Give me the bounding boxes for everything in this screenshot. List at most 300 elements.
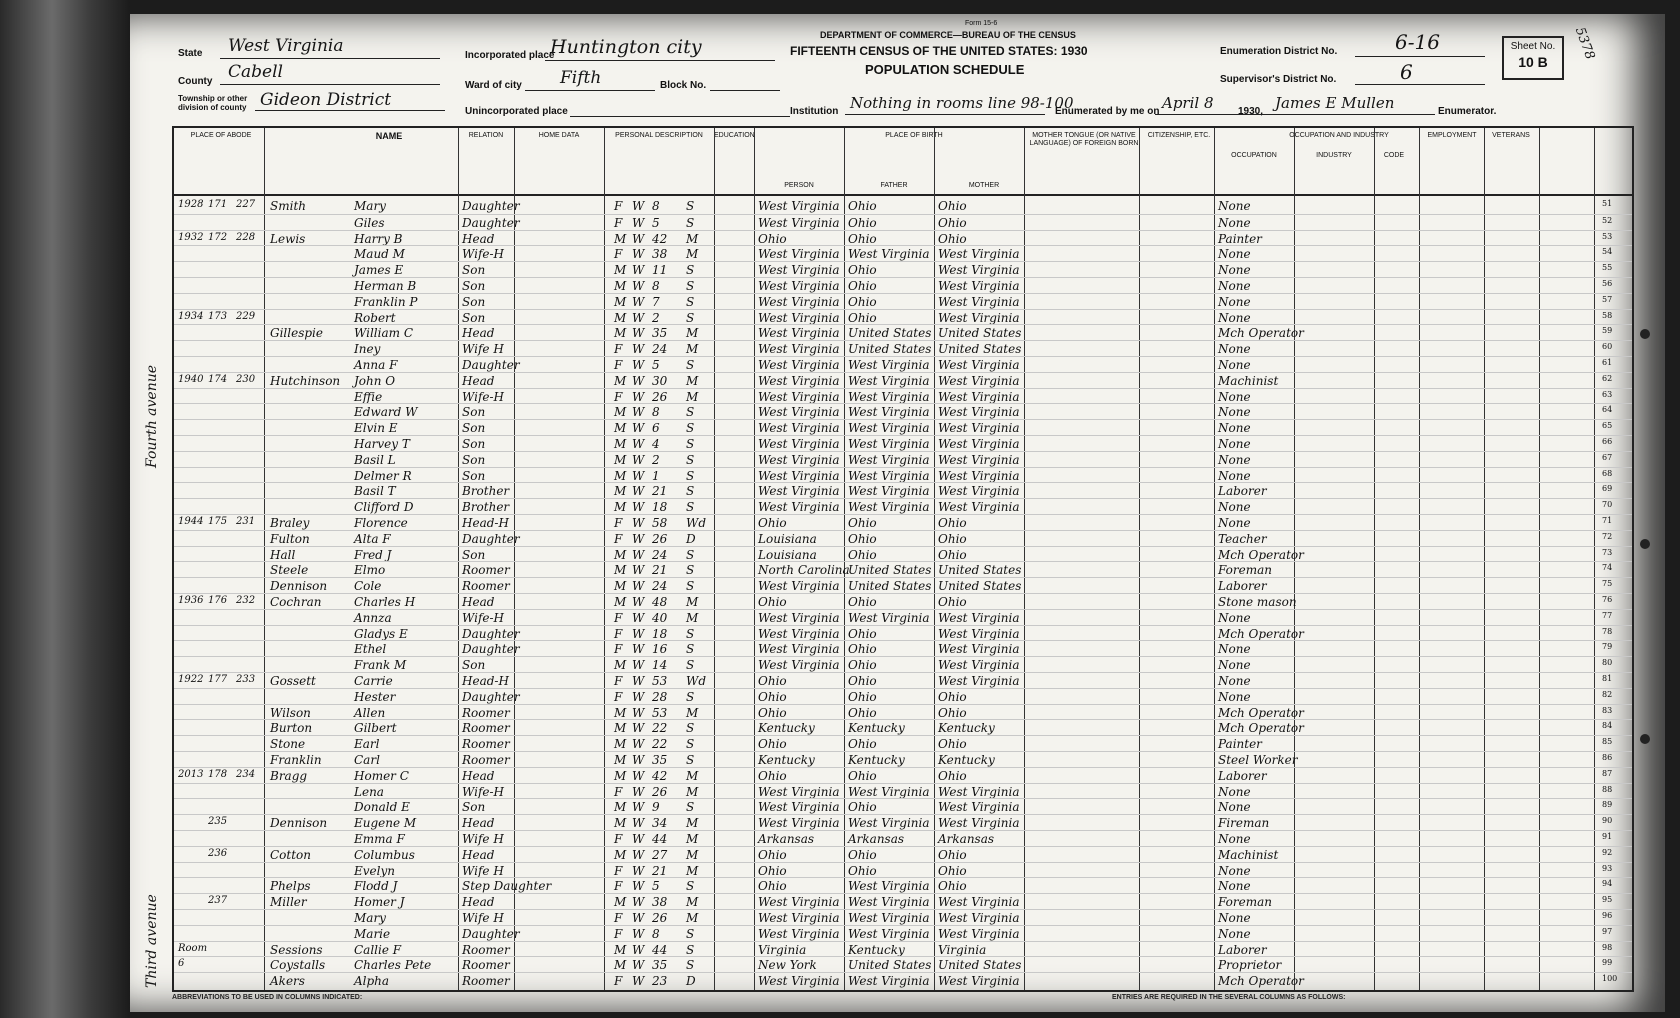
cell-marital: M bbox=[686, 705, 699, 720]
cell-race: W bbox=[632, 373, 645, 388]
cell-sex: M bbox=[614, 547, 627, 562]
cell-race: W bbox=[632, 263, 645, 278]
cell-given: Homer C bbox=[354, 768, 409, 783]
cell-mother: West Virginia bbox=[938, 263, 1020, 278]
cell-father: West Virginia bbox=[848, 437, 930, 451]
cell-occupation: Laborer bbox=[1218, 484, 1267, 499]
cell-race: W bbox=[632, 832, 645, 846]
cell-age: 38 bbox=[652, 247, 668, 262]
cell-surname: Cochran bbox=[270, 595, 322, 609]
cell-relation: Head bbox=[462, 895, 495, 910]
cell-marital: S bbox=[686, 484, 695, 499]
cell-surname: Steele bbox=[270, 563, 309, 578]
table-row bbox=[174, 261, 1632, 278]
table-row bbox=[174, 862, 1632, 879]
incorporated-value: Huntington city bbox=[550, 36, 702, 58]
cell-given: Giles bbox=[354, 215, 385, 230]
cell-age: 48 bbox=[652, 595, 668, 609]
cell-mother: West Virginia bbox=[938, 658, 1020, 673]
cell-dwelling: 175 bbox=[208, 516, 228, 527]
cell-relation: Daughter bbox=[462, 689, 520, 704]
cell-race: W bbox=[632, 942, 645, 957]
cell-marital: M bbox=[686, 610, 699, 625]
cell-sex: F bbox=[614, 674, 623, 688]
cell-father: Ohio bbox=[848, 737, 877, 752]
cell-relation: Roomer bbox=[462, 974, 510, 989]
cell-given: William C bbox=[354, 326, 414, 341]
cell-family: 228 bbox=[236, 231, 256, 243]
cell-birth: West Virginia bbox=[758, 974, 840, 989]
cell-father: West Virginia bbox=[848, 484, 930, 499]
cell-relation: Head-H bbox=[462, 516, 509, 530]
cell-sex: F bbox=[614, 863, 623, 878]
line-number: 67 bbox=[1602, 452, 1613, 462]
cell-birth: West Virginia bbox=[758, 373, 840, 388]
cell-sex: M bbox=[614, 816, 627, 831]
cell-race: W bbox=[632, 500, 645, 515]
cell-occupation: None bbox=[1218, 911, 1251, 925]
supervisor-value: 6 bbox=[1400, 60, 1413, 84]
cell-given: Iney bbox=[354, 342, 381, 357]
cell-birth: Louisiana bbox=[758, 547, 817, 562]
cell-sex: M bbox=[614, 452, 627, 467]
line-number: 90 bbox=[1602, 816, 1613, 826]
cell-sex: M bbox=[614, 279, 627, 293]
cell-occupation: None bbox=[1218, 452, 1251, 467]
census-title: FIFTEENTH CENSUS OF THE UNITED STATES: 1930 bbox=[790, 44, 1088, 58]
cell-relation: Wife-H bbox=[462, 389, 505, 404]
county-value: Cabell bbox=[228, 62, 283, 82]
cell-relation: Son bbox=[462, 468, 486, 483]
cell-occupation: Laborer bbox=[1218, 768, 1267, 783]
cell-occupation: None bbox=[1218, 310, 1251, 325]
cell-given: Mary bbox=[354, 199, 386, 213]
table-row bbox=[174, 877, 1632, 894]
cell-age: 21 bbox=[652, 863, 668, 878]
enumerated-date: April 8 bbox=[1162, 94, 1214, 112]
cell-sex: F bbox=[614, 247, 623, 262]
cell-marital: S bbox=[686, 199, 695, 213]
line-number: 59 bbox=[1602, 326, 1613, 336]
cell-marital: S bbox=[686, 294, 695, 309]
cell-marital: S bbox=[686, 421, 695, 436]
cell-sex: M bbox=[614, 847, 627, 862]
table-row bbox=[174, 467, 1632, 484]
cell-dwelling: 171 bbox=[208, 199, 228, 210]
cell-given: Emma F bbox=[354, 832, 405, 846]
table-row bbox=[174, 909, 1632, 926]
table-row bbox=[174, 672, 1632, 689]
cell-sex: M bbox=[614, 563, 627, 578]
township-line bbox=[255, 110, 445, 111]
cell-sex: F bbox=[614, 926, 623, 941]
state-label: State bbox=[178, 48, 203, 59]
cell-race: W bbox=[632, 721, 645, 736]
cell-house: 1934 bbox=[178, 310, 204, 322]
cell-sex: M bbox=[614, 500, 627, 515]
cell-given: Mary bbox=[354, 911, 386, 925]
cell-race: W bbox=[632, 516, 645, 530]
cell-occupation: None bbox=[1218, 294, 1251, 309]
cell-occupation: Mch Operator bbox=[1218, 326, 1304, 341]
cell-occupation: None bbox=[1218, 879, 1251, 894]
cell-age: 21 bbox=[652, 563, 668, 578]
cell-sex: F bbox=[614, 832, 623, 846]
cell-race: W bbox=[632, 974, 645, 989]
cell-relation: Head bbox=[462, 231, 495, 246]
cell-mother: West Virginia bbox=[938, 642, 1020, 657]
cell-occupation: Fireman bbox=[1218, 816, 1270, 831]
cell-marital: D bbox=[686, 974, 696, 989]
cell-marital: S bbox=[686, 579, 695, 594]
table-row bbox=[174, 767, 1632, 784]
cell-occupation: None bbox=[1218, 247, 1251, 262]
cell-sex: M bbox=[614, 721, 627, 736]
cell-birth: West Virginia bbox=[758, 279, 840, 293]
cell-surname: Dennison bbox=[270, 579, 328, 594]
cell-sex: M bbox=[614, 768, 627, 783]
cell-relation: Wife-H bbox=[462, 610, 505, 625]
footer-abbrev: ABBREVIATIONS TO BE USED IN COLUMNS INDICATED: bbox=[172, 994, 363, 1001]
ward-label: Ward of city bbox=[465, 80, 522, 91]
cell-marital: S bbox=[686, 263, 695, 278]
cell-relation: Wife-H bbox=[462, 784, 505, 799]
cell-given: Charles H bbox=[354, 595, 416, 609]
cell-age: 1 bbox=[652, 468, 660, 483]
cell-mother: West Virginia bbox=[938, 816, 1020, 831]
cell-given: Clifford D bbox=[354, 500, 414, 515]
cell-mother: West Virginia bbox=[938, 358, 1020, 372]
cell-marital: M bbox=[686, 373, 699, 388]
cell-mother: West Virginia bbox=[938, 484, 1020, 499]
cell-given: Florence bbox=[354, 516, 408, 530]
cell-relation: Son bbox=[462, 279, 486, 293]
cell-surname: Fulton bbox=[270, 531, 310, 546]
cell-age: 5 bbox=[652, 879, 660, 894]
cell-occupation: None bbox=[1218, 832, 1251, 846]
cell-mother: Ohio bbox=[938, 689, 967, 704]
binding-hole bbox=[1640, 539, 1650, 549]
cell-occupation: Foreman bbox=[1218, 895, 1272, 910]
cell-birth: Virginia bbox=[758, 942, 807, 957]
col-place-of-birth: PLACE OF BIRTH bbox=[885, 132, 943, 139]
cell-relation: Brother bbox=[462, 484, 510, 499]
cell-house: 6 bbox=[178, 958, 185, 970]
cell-birth: Ohio bbox=[758, 768, 787, 783]
table-row bbox=[174, 198, 1632, 214]
line-number: 79 bbox=[1602, 642, 1613, 652]
cell-occupation: Mch Operator bbox=[1218, 705, 1304, 720]
cell-sex: M bbox=[614, 753, 627, 767]
supervisor-line bbox=[1355, 84, 1485, 85]
cell-mother: West Virginia bbox=[938, 895, 1020, 910]
cell-sex: F bbox=[614, 516, 623, 530]
cell-age: 7 bbox=[652, 294, 660, 309]
state-value: West Virginia bbox=[228, 36, 344, 56]
cell-mother: Ohio bbox=[938, 737, 967, 752]
county-line bbox=[220, 84, 440, 85]
cell-marital: S bbox=[686, 405, 695, 420]
cell-surname: Dennison bbox=[270, 816, 328, 831]
cell-mother: West Virginia bbox=[938, 468, 1020, 483]
cell-mother: Ohio bbox=[938, 705, 967, 720]
line-number: 100 bbox=[1602, 974, 1618, 984]
cell-given: Columbus bbox=[354, 847, 415, 862]
cell-race: W bbox=[632, 863, 645, 878]
cell-race: W bbox=[632, 547, 645, 562]
cell-race: W bbox=[632, 626, 645, 641]
cell-mother: West Virginia bbox=[938, 389, 1020, 404]
cell-house: 1940 bbox=[178, 373, 204, 385]
enum-district-value: 6-16 bbox=[1395, 30, 1440, 54]
cell-birth: West Virginia bbox=[758, 389, 840, 404]
table-row bbox=[174, 293, 1632, 310]
cell-given: Basil L bbox=[354, 452, 396, 467]
table-row bbox=[174, 324, 1632, 341]
line-number: 63 bbox=[1602, 389, 1613, 399]
cell-age: 21 bbox=[652, 484, 668, 499]
line-number: 75 bbox=[1602, 579, 1613, 589]
cell-race: W bbox=[632, 389, 645, 404]
cell-surname: Phelps bbox=[270, 879, 311, 894]
cell-father: Ohio bbox=[848, 800, 877, 815]
cell-surname: Burton bbox=[270, 721, 313, 736]
line-number: 93 bbox=[1602, 863, 1613, 873]
cell-given: Robert bbox=[354, 310, 396, 325]
cell-father: United States bbox=[848, 342, 932, 357]
cell-surname: Lewis bbox=[270, 231, 306, 246]
cell-marital: S bbox=[686, 926, 695, 941]
sheet-number-box bbox=[1502, 36, 1564, 80]
table-row bbox=[174, 230, 1632, 247]
cell-given: Elvin E bbox=[354, 421, 398, 436]
cell-mother: West Virginia bbox=[938, 974, 1020, 989]
line-number: 86 bbox=[1602, 753, 1613, 762]
cell-marital: M bbox=[686, 389, 699, 404]
table-row bbox=[174, 941, 1632, 958]
cell-given: Evelyn bbox=[354, 863, 395, 878]
cell-age: 35 bbox=[652, 753, 668, 767]
cell-birth: West Virginia bbox=[758, 405, 840, 420]
cell-relation: Son bbox=[462, 658, 486, 673]
cell-occupation: Teacher bbox=[1218, 531, 1267, 546]
line-number: 96 bbox=[1602, 911, 1613, 920]
cell-father: Ohio bbox=[848, 847, 877, 862]
cell-age: 26 bbox=[652, 389, 668, 404]
cell-age: 27 bbox=[652, 847, 668, 862]
cell-given: Franklin P bbox=[354, 294, 418, 309]
cell-family: 234 bbox=[236, 768, 256, 780]
cell-race: W bbox=[632, 800, 645, 815]
cell-family: 231 bbox=[236, 516, 256, 527]
cell-age: 26 bbox=[652, 531, 668, 546]
col-father: FATHER bbox=[880, 182, 908, 189]
cell-surname: Gillespie bbox=[270, 326, 323, 341]
cell-given: Carl bbox=[354, 753, 380, 767]
cell-marital: M bbox=[686, 847, 699, 862]
scan-edge-shadow bbox=[0, 0, 130, 1018]
cell-relation: Wife H bbox=[462, 863, 504, 878]
cell-birth: Ohio bbox=[758, 231, 787, 246]
cell-marital: M bbox=[686, 911, 699, 925]
table-row bbox=[174, 719, 1632, 736]
cell-marital: S bbox=[686, 721, 695, 736]
cell-mother: West Virginia bbox=[938, 626, 1020, 641]
cell-surname: Hutchinson bbox=[270, 373, 341, 388]
cell-given: Gladys E bbox=[354, 626, 408, 641]
line-number: 89 bbox=[1602, 800, 1613, 810]
col-home-data: HOME DATA bbox=[538, 132, 580, 139]
cell-occupation: None bbox=[1218, 658, 1251, 673]
cell-house: 1928 bbox=[178, 199, 204, 210]
cell-marital: S bbox=[686, 689, 695, 704]
line-number: 51 bbox=[1602, 199, 1613, 208]
cell-given: Maud M bbox=[354, 247, 405, 262]
cell-mother: West Virginia bbox=[938, 405, 1020, 420]
cell-relation: Head bbox=[462, 373, 495, 388]
cell-birth: North Carolina bbox=[758, 563, 850, 578]
enumerated-year: 1930, bbox=[1238, 106, 1264, 117]
cell-mother: Ohio bbox=[938, 595, 967, 609]
cell-birth: West Virginia bbox=[758, 658, 840, 673]
cell-sex: F bbox=[614, 215, 623, 230]
cell-given: Hester bbox=[354, 689, 396, 704]
cell-birth: Ohio bbox=[758, 516, 787, 530]
line-number: 55 bbox=[1602, 263, 1613, 273]
cell-age: 38 bbox=[652, 895, 668, 910]
cell-father: West Virginia bbox=[848, 784, 930, 799]
cell-mother: United States bbox=[938, 579, 1022, 594]
cell-given: Charles Pete bbox=[354, 958, 432, 973]
cell-father: West Virginia bbox=[848, 879, 930, 894]
cell-age: 24 bbox=[652, 342, 668, 357]
cell-father: Ohio bbox=[848, 199, 877, 213]
cell-occupation: Mch Operator bbox=[1218, 721, 1304, 736]
cell-race: W bbox=[632, 705, 645, 720]
cell-age: 2 bbox=[652, 310, 660, 325]
cell-race: W bbox=[632, 595, 645, 609]
cell-father: Ohio bbox=[848, 626, 877, 641]
cell-surname: Sessions bbox=[270, 942, 323, 957]
cell-occupation: None bbox=[1218, 437, 1251, 451]
cell-dwelling: 176 bbox=[208, 595, 228, 606]
cell-occupation: None bbox=[1218, 405, 1251, 420]
cell-relation: Daughter bbox=[462, 531, 520, 546]
cell-relation: Roomer bbox=[462, 563, 510, 578]
cell-race: W bbox=[632, 294, 645, 309]
cell-father: West Virginia bbox=[848, 500, 930, 515]
line-number: 87 bbox=[1602, 768, 1613, 778]
col-code: CODE bbox=[1383, 152, 1405, 159]
cell-given: Carrie bbox=[354, 674, 393, 688]
cell-father: West Virginia bbox=[848, 389, 930, 404]
cell-relation: Daughter bbox=[462, 199, 520, 213]
line-number: 81 bbox=[1602, 674, 1613, 683]
cell-sex: M bbox=[614, 705, 627, 720]
cell-marital: M bbox=[686, 863, 699, 878]
cell-birth: West Virginia bbox=[758, 215, 840, 230]
cell-relation: Son bbox=[462, 294, 486, 309]
cell-race: W bbox=[632, 816, 645, 831]
footer bbox=[172, 992, 1630, 1010]
cell-given: Eugene M bbox=[354, 816, 417, 831]
line-number: 72 bbox=[1602, 531, 1613, 541]
cell-sex: M bbox=[614, 231, 627, 246]
line-number: 78 bbox=[1602, 626, 1613, 636]
cell-father: Ohio bbox=[848, 263, 877, 278]
cell-relation: Daughter bbox=[462, 642, 520, 657]
cell-given: Donald E bbox=[354, 800, 410, 815]
table-row bbox=[174, 783, 1632, 800]
cell-surname: Akers bbox=[270, 974, 305, 989]
cell-given: Herman B bbox=[354, 279, 417, 293]
cell-father: West Virginia bbox=[848, 610, 930, 625]
cell-marital: S bbox=[686, 500, 695, 515]
line-number: 73 bbox=[1602, 547, 1613, 557]
cell-age: 35 bbox=[652, 326, 668, 341]
line-number: 94 bbox=[1602, 879, 1613, 889]
cell-marital: S bbox=[686, 626, 695, 641]
cell-dwelling: 237 bbox=[208, 895, 228, 907]
cell-age: 42 bbox=[652, 231, 668, 246]
cell-occupation: None bbox=[1218, 689, 1251, 704]
cell-family: 227 bbox=[236, 199, 256, 210]
cell-father: Ohio bbox=[848, 310, 877, 325]
cell-race: W bbox=[632, 310, 645, 325]
cell-sex: F bbox=[614, 389, 623, 404]
cell-occupation: Machinist bbox=[1218, 847, 1279, 862]
line-number: 71 bbox=[1602, 516, 1613, 525]
cell-surname: Gossett bbox=[270, 674, 316, 688]
cell-dwelling: 174 bbox=[208, 373, 228, 385]
cell-dwelling: 236 bbox=[208, 847, 228, 859]
cell-birth: West Virginia bbox=[758, 263, 840, 278]
cell-given: Homer J bbox=[354, 895, 405, 910]
cell-marital: S bbox=[686, 437, 695, 451]
table-row bbox=[174, 403, 1632, 420]
table-row bbox=[174, 751, 1632, 768]
cell-age: 35 bbox=[652, 958, 668, 973]
cell-race: W bbox=[632, 768, 645, 783]
table-row bbox=[174, 846, 1632, 863]
line-number: 66 bbox=[1602, 437, 1613, 446]
cell-occupation: None bbox=[1218, 468, 1251, 483]
table-row bbox=[174, 372, 1632, 389]
cell-mother: United States bbox=[938, 326, 1022, 341]
cell-race: W bbox=[632, 847, 645, 862]
cell-surname: Wilson bbox=[270, 705, 311, 720]
enum-district-line bbox=[1355, 56, 1485, 57]
cell-sex: F bbox=[614, 199, 623, 213]
cell-relation: Son bbox=[462, 452, 486, 467]
cell-age: 11 bbox=[652, 263, 668, 278]
cell-father: West Virginia bbox=[848, 247, 930, 262]
cell-family: 233 bbox=[236, 674, 256, 685]
cell-dwelling: 178 bbox=[208, 768, 228, 780]
table-row bbox=[174, 735, 1632, 752]
table-row bbox=[174, 688, 1632, 705]
cell-mother: Ohio bbox=[938, 863, 967, 878]
cell-dwelling: 235 bbox=[208, 816, 228, 828]
cell-mother: West Virginia bbox=[938, 421, 1020, 436]
binding-hole bbox=[1640, 734, 1650, 744]
cell-race: W bbox=[632, 926, 645, 941]
cell-age: 26 bbox=[652, 911, 668, 925]
cell-relation: Son bbox=[462, 405, 486, 420]
cell-birth: West Virginia bbox=[758, 247, 840, 262]
cell-birth: West Virginia bbox=[758, 800, 840, 815]
cell-marital: M bbox=[686, 595, 699, 609]
